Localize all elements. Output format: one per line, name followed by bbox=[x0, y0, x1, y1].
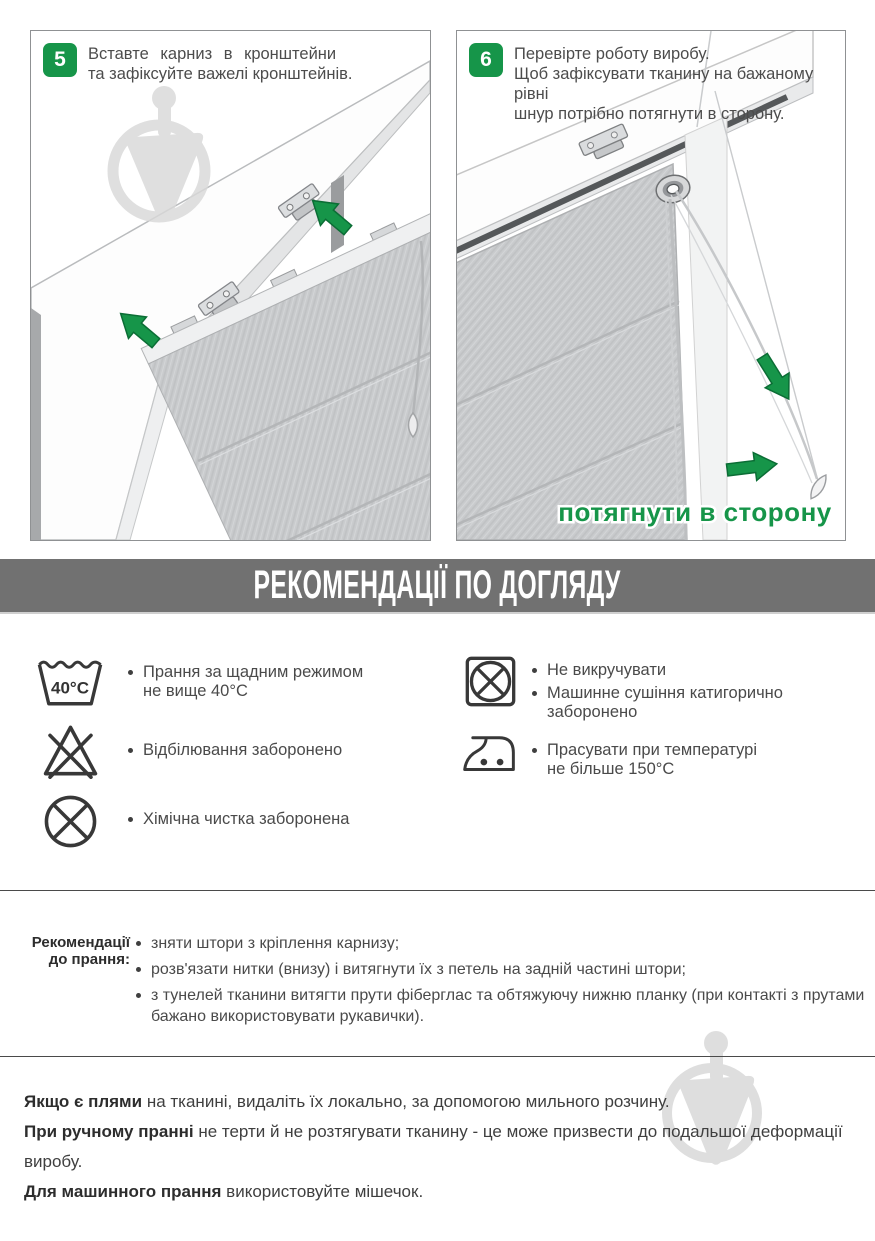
step6-line3: шнур потрібно потягнути в сторону. bbox=[514, 105, 785, 123]
washing-label bbox=[18, 934, 130, 968]
divider-line bbox=[0, 1056, 875, 1057]
bullet-dot bbox=[136, 941, 141, 946]
footer-note-3-bold: Для машинного прання bbox=[24, 1182, 222, 1201]
iron-max-150-icon bbox=[461, 730, 520, 780]
washing-bullet-3-line1: з тунелей тканини витягти прути фіберглас та обтяжуючу нижню планку (при контакті з прутами bbox=[151, 987, 865, 1004]
washing-bullet-3-line2: бажано використовувати рукавички). bbox=[151, 1008, 425, 1025]
care-dry-line2: заборонено bbox=[547, 703, 638, 721]
care-iron-line1: Прасувати при температурі bbox=[547, 741, 758, 759]
do-not-bleach-icon bbox=[42, 722, 99, 784]
washing-bullets bbox=[136, 933, 866, 1027]
wash-40-icon bbox=[36, 657, 104, 713]
bullet-dot bbox=[128, 817, 133, 822]
bullet-dot bbox=[128, 670, 133, 675]
step5-line2: та зафіксуйте важелі кронштейнів. bbox=[88, 65, 353, 83]
bullet-dot bbox=[532, 691, 537, 696]
green-arrow-icon bbox=[750, 349, 800, 406]
care-dry-line1: Машинне сушіння катигорично bbox=[547, 684, 783, 702]
care-note-wash bbox=[128, 663, 363, 701]
step5-header bbox=[43, 43, 352, 84]
svg-text:40°C: 40°C bbox=[51, 678, 89, 698]
care-note-iron bbox=[532, 741, 757, 779]
care-dryclean-line1: Хімічна чистка заборонена bbox=[143, 810, 350, 828]
footer-note-1 bbox=[24, 1087, 854, 1117]
washing-label-line2: до прання: bbox=[48, 951, 130, 968]
step6-text bbox=[514, 43, 845, 124]
footer-note-2 bbox=[24, 1117, 854, 1177]
step6-panel bbox=[456, 30, 846, 541]
care-wash-line2: не вище 40°С bbox=[143, 682, 248, 700]
footer-note-2-rest: не терти й не розтягувати тканину - це може призвести до подальшої деформації виробу. bbox=[24, 1122, 843, 1171]
footer-note-3 bbox=[24, 1177, 854, 1207]
washing-label-line1: Рекомендації bbox=[31, 934, 130, 951]
bullet-dot bbox=[136, 993, 141, 998]
green-arrow-icon bbox=[725, 450, 778, 484]
footer-note-2-bold: При ручному пранні bbox=[24, 1122, 194, 1141]
care-note-bleach bbox=[128, 741, 342, 760]
step5-text bbox=[88, 43, 352, 84]
care-wash-line1: Прання за щадним режимом bbox=[143, 663, 364, 681]
bullet-dot bbox=[532, 748, 537, 753]
footer-note-1-rest: на тканині, видаліть їх локально, за допомогою мильного розчину. bbox=[142, 1092, 670, 1111]
footer-note-1-bold: Якщо є плями bbox=[24, 1092, 143, 1111]
brand-watermark-icon bbox=[113, 86, 205, 222]
do-not-tumble-dry-icon bbox=[464, 655, 517, 713]
care-bleach-line1: Відбілювання заборонено bbox=[143, 741, 343, 759]
care-wring-line1: Не викручувати bbox=[547, 661, 667, 679]
care-note-wring bbox=[532, 661, 783, 722]
step6-header bbox=[469, 43, 845, 124]
footer-notes bbox=[24, 1087, 854, 1207]
divider-line bbox=[0, 890, 875, 891]
frame-side-edge bbox=[685, 116, 727, 540]
care-banner-title: РЕКОМЕНДАЦІЇ ПО ДОГЛЯДУ bbox=[253, 563, 622, 607]
bullet-dot bbox=[128, 748, 133, 753]
bullet-dot bbox=[136, 967, 141, 972]
washing-bullet-2: розв'язати нитки (внизу) і витягнути їх з петель на задній частині штори; bbox=[151, 961, 686, 978]
step6-line2: Щоб зафіксувати тканину на бажаному рівні bbox=[514, 65, 814, 103]
washing-bullet-1: зняти штори з кріплення карнизу; bbox=[151, 935, 400, 952]
step-number-badge: 6 bbox=[469, 43, 503, 77]
care-note-dryclean bbox=[128, 810, 349, 829]
cord-tassel bbox=[409, 413, 418, 437]
step5-panel bbox=[30, 30, 431, 541]
care-iron-line2: не більше 150°С bbox=[547, 760, 675, 778]
step-number-badge: 5 bbox=[43, 43, 77, 77]
bullet-dot bbox=[532, 668, 537, 673]
do-not-dryclean-icon bbox=[42, 793, 99, 855]
footer-note-3-rest: використовуйте мішечок. bbox=[221, 1182, 424, 1201]
step6-line1: Перевірте роботу виробу. bbox=[514, 45, 710, 63]
step5-illustration bbox=[31, 31, 430, 540]
step5-line1: Вставте карниз в кронштейни bbox=[88, 45, 337, 63]
pull-caption: потягнути в сторону bbox=[558, 497, 832, 527]
care-banner bbox=[0, 559, 875, 614]
